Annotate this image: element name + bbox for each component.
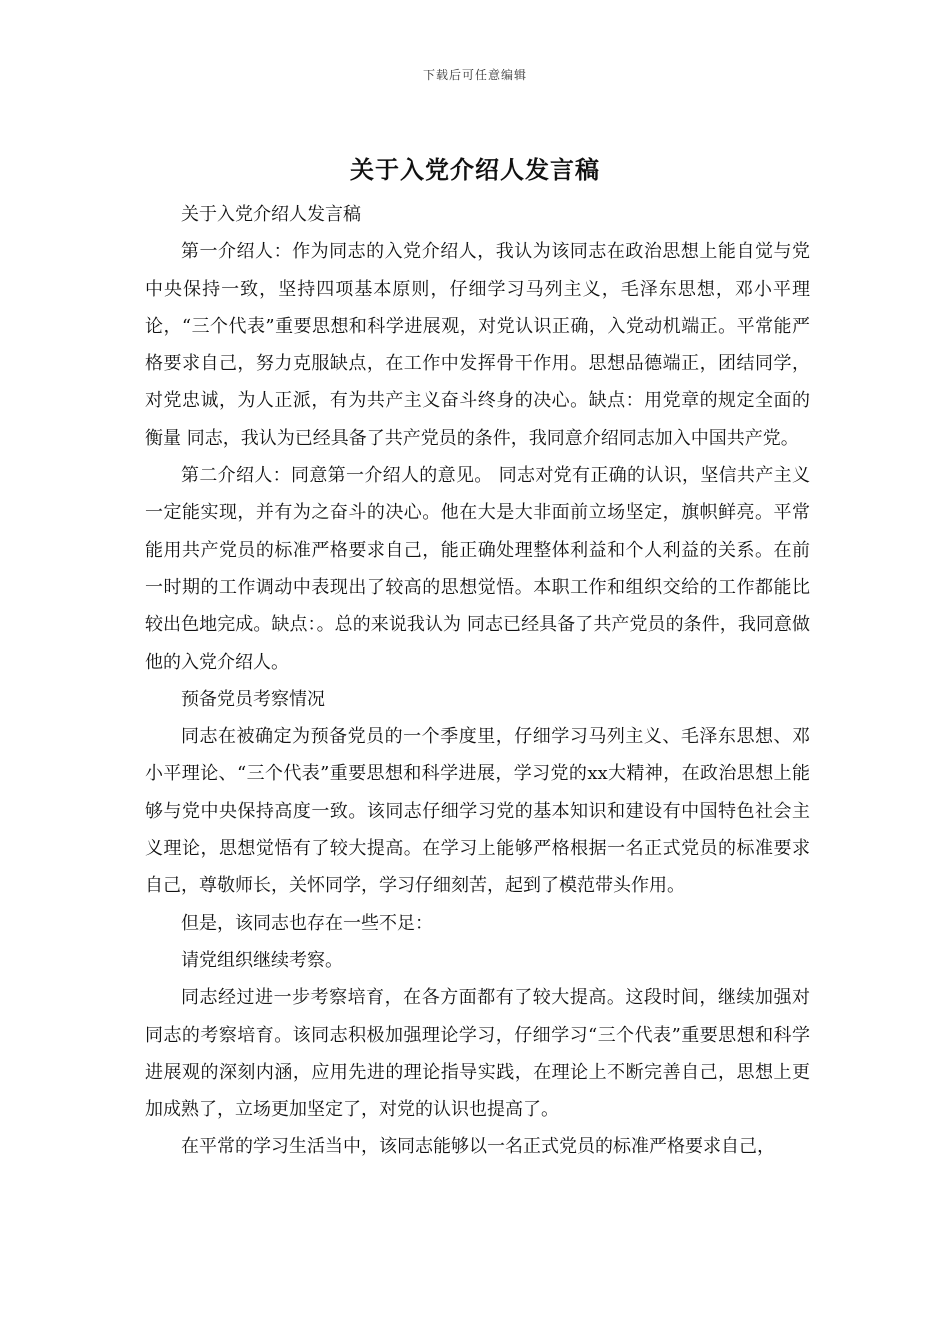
paragraph-daily-life: 在平常的学习生活当中，该同志能够以一名正式党员的标准严格要求自己， bbox=[181, 1136, 775, 1158]
header-note: 下载后可任意编辑 bbox=[422, 68, 527, 82]
paragraph-request: 请党组织继续考察。 bbox=[181, 949, 343, 971]
paragraph-shortcomings: 但是，该同志也存在一些不足： bbox=[181, 912, 433, 934]
section-heading-probation: 预备党员考察情况 bbox=[181, 688, 325, 710]
paragraph-subtitle: 关于入党介绍人发言稿 bbox=[181, 204, 361, 225]
paragraph-second-introducer: 第二介绍人：同意第一介绍人的意见。 同志对党有正确的认识，坚信共产主义一定能实现，并有为之奋斗的决心。他在大是大非面前立场坚定，旗帜鲜亮。平常能用共产党员的标准严格要求自己，能正确处理整体利益和个人利益的关系。在前一时期的工作调动中表现出了较高的思想觉悟。本职工作和组织交给的工作都能比较出色地完成。缺点：。总的来说我认为 同志已经具备了共产党员的条件，我同意做他的入党介绍人。 bbox=[145, 465, 810, 673]
paragraph-probation-review: 同志在被确定为预备党员的一个季度里，仔细学习马列主义、毛泽东思想、邓小平理论、“三个代表”重要思想和科学进展，学习党的xx大精神，在政治思想上能够与党中央保持高度一致。该同志仔细学习党的基本知识和建设有中国特色社会主义理论，思想觉悟有了较大提高。在学习上能够严格根据一名正式党员的标准要求自己，尊敬师长，关怀同学，学习仔细刻苦，起到了模范带头作用。 bbox=[145, 726, 810, 897]
paragraph-first-introducer: 第一介绍人：作为同志的入党介绍人，我认为该同志在政治思想上能自觉与党中央保持一致，坚持四项基本原则，仔细学习马列主义，毛泽东思想，邓小平理论，“三个代表”重要思想和科学进展观，对党认识正确，入党动机端正。平常能严格要求自己，努力克服缺点，在工作中发挥骨干作用。思想品德端正，团结同学，对党忠诚，为人正派，有为共产主义奋斗终身的决心。缺点：用党章的规定全面的衡量 同志，我认为已经具备了共产党员的条件，我同意介绍同志加入中国共产党。 bbox=[145, 241, 810, 449]
paragraph-further-training: 同志经过进一步考察培育，在各方面都有了较大提高。这段时间，继续加强对同志的考察培育。该同志积极加强理论学习，仔细学习“三个代表”重要思想和科学进展观的深刻内涵，应用先进的理论指导实践，在理论上不断完善自己，思想上更加成熟了，立场更加坚定了，对党的认识也提高了。 bbox=[145, 987, 810, 1121]
document-body bbox=[145, 196, 810, 1166]
document-title: 关于入党介绍人发言稿 bbox=[350, 155, 600, 184]
